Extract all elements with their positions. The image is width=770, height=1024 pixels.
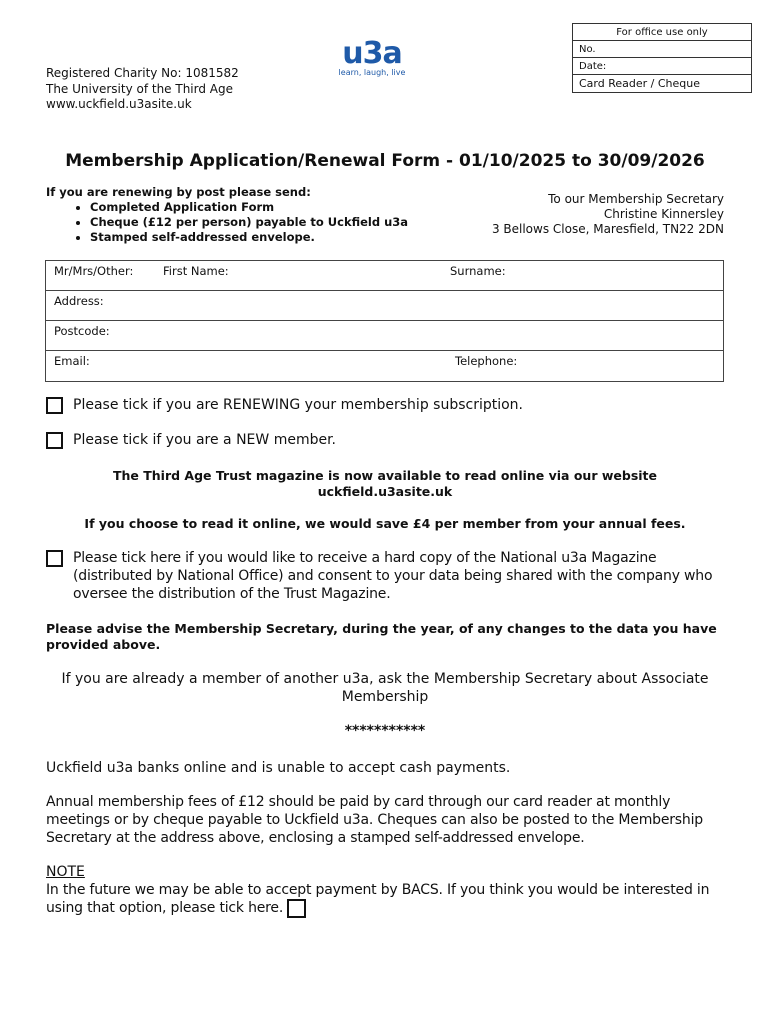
bacs-interest-checkbox[interactable] <box>287 899 306 918</box>
post-instructions <box>46 185 408 245</box>
post-instructions-heading: If you are renewing by post please send: <box>46 185 311 199</box>
hard-copy-label: Please tick here if you would like to receive a hard copy of the National u3a Magazine (distributed by National Office) and consent to your data being shared with the company who oversee the distribution of the Trust Magazine. <box>73 550 713 602</box>
list-item: • Stamped self-addressed envelope. <box>90 230 408 245</box>
list-item: • Cheque (£12 per person) payable to Uckfield u3a <box>90 215 408 230</box>
charity-number: Registered Charity No: 1081582 <box>46 66 239 80</box>
secretary-line-1: To our Membership Secretary <box>548 192 724 206</box>
u3a-logo <box>334 36 410 80</box>
postcode-row <box>46 321 723 351</box>
note-heading-text: NOTE <box>46 864 85 880</box>
advise-notice: Please advise the Membership Secretary, during the year, of any changes to the data you have provided above. <box>46 621 717 652</box>
magazine-notice-line: The Third Age Trust magazine is now available to read online via our website <box>113 468 657 483</box>
organisation-name: The University of the Third Age <box>46 81 234 96</box>
office-use-heading: For office use only <box>573 24 751 41</box>
logo-mark: u3a <box>342 36 402 71</box>
logo-tagline: learn, laugh, live <box>338 68 406 77</box>
telephone-field[interactable]: Telephone: <box>455 354 518 368</box>
office-no-field: No. <box>573 41 751 58</box>
separator-stars: *********** <box>344 723 426 739</box>
secretary-street: 3 Bellows Close, Maresfield, TN22 2DN <box>491 222 724 236</box>
online-saving-notice: If you choose to read it online, we would save £4 per member from your annual fees. <box>84 516 686 531</box>
office-use-box <box>572 23 752 93</box>
website-address: www.uckfield.u3asite.uk <box>46 97 192 111</box>
new-member-checkbox[interactable] <box>46 432 63 449</box>
office-date-field: Date: <box>573 58 751 75</box>
renewing-label: Please tick if you are RENEWING your membership subscription. <box>73 397 523 413</box>
charity-info <box>46 66 239 113</box>
surname-field[interactable]: Surname: <box>450 264 506 278</box>
postcode-field[interactable]: Postcode: <box>54 324 110 338</box>
note-heading <box>46 863 726 881</box>
magazine-notice <box>0 468 770 500</box>
member-details-table <box>45 260 724 382</box>
new-member-label: Please tick if you are a NEW member. <box>73 432 336 448</box>
address-field[interactable]: Address: <box>54 294 104 308</box>
address-row <box>46 291 723 321</box>
associate-notice: If you are already a member of another u3a, ask the Membership Secretary about Associate Membership <box>61 671 709 705</box>
contact-row <box>46 351 723 381</box>
secretary-name: Christine Kinnersley <box>603 207 724 221</box>
page-title: Membership Application/Renewal Form - 01/10/2025 to 30/09/2026 <box>65 151 705 171</box>
post-instructions-list <box>46 200 408 245</box>
hard-copy-checkbox[interactable] <box>46 550 63 567</box>
secretary-address <box>492 192 724 237</box>
first-name-field[interactable]: First Name: <box>163 264 229 278</box>
fees-notice: Annual membership fees of £12 should be paid by card through our card reader at monthly meetings or by cheque payable to Uckfield u3a. Cheques can also be posted to the Membership Secretary at the address above, enclosing a stamped self-addressed envelope. <box>46 794 703 846</box>
title-field[interactable]: Mr/Mrs/Other: <box>54 264 134 278</box>
bacs-note: In the future we may be able to accept payment by BACS. If you think you would be interested in using that option, please tick here. <box>46 882 710 916</box>
renewing-checkbox[interactable] <box>46 397 63 414</box>
banking-notice: Uckfield u3a banks online and is unable to accept cash payments. <box>46 760 511 776</box>
list-item: • Completed Application Form <box>90 200 408 215</box>
office-payment-method: Card Reader / Cheque <box>579 77 700 90</box>
email-field[interactable]: Email: <box>54 354 90 368</box>
magazine-website: uckfield.u3asite.uk <box>317 484 453 499</box>
name-row <box>46 261 723 291</box>
